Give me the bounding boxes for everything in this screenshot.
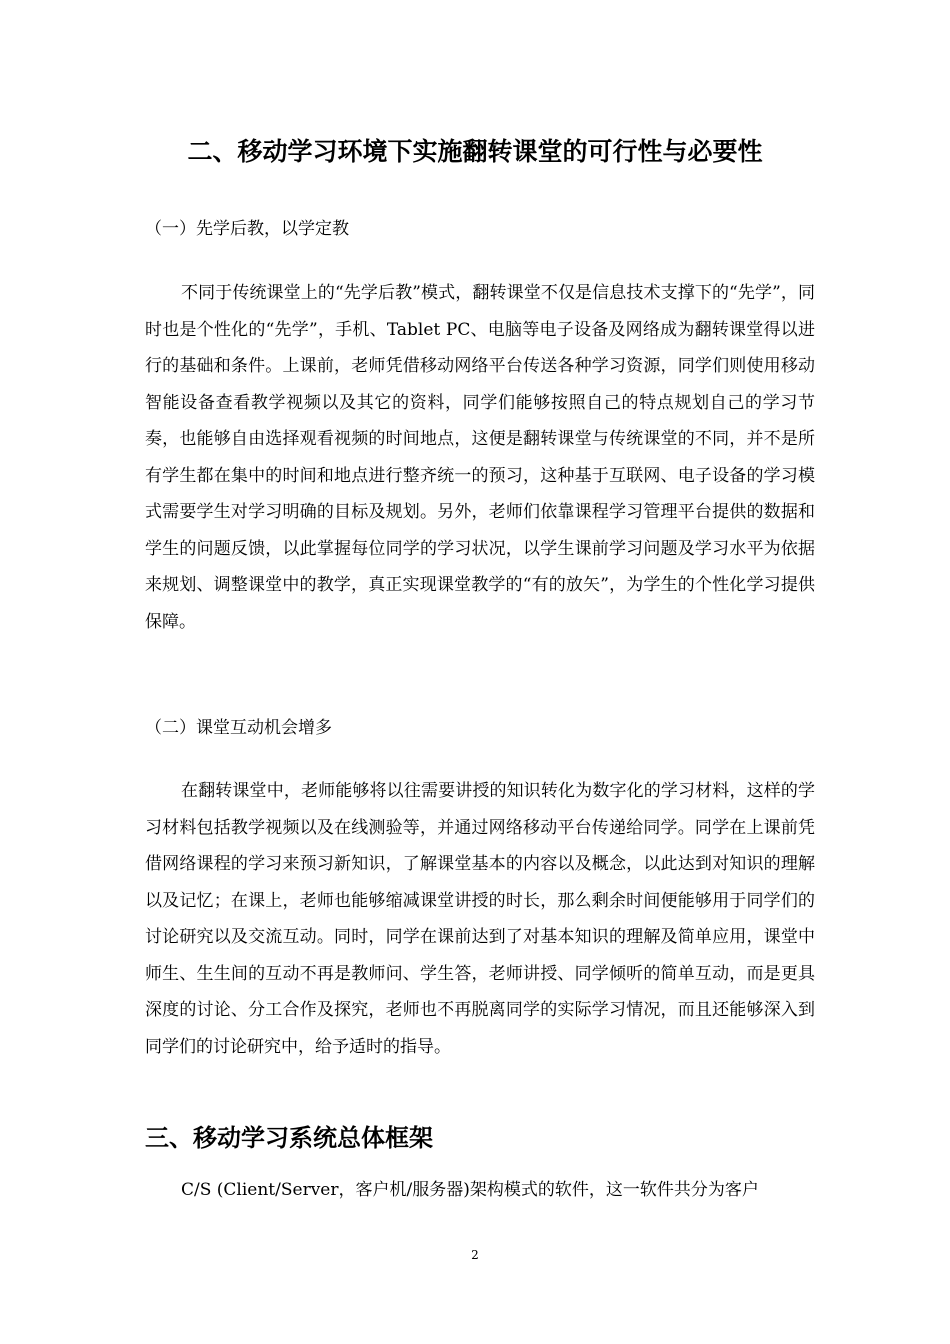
paragraph-interaction: 在翻转课堂中，老师能够将以往需要讲授的知识转化为数字化的学习材料，这样的学习材料包括教学视频以及在线测验等，并通过网络移动平台传递给同学。同学在上课前凭借网络课程的学习来预习新知识，了解课堂基本的内容以及概念，以此达到对知识的理解以及记忆；在课上，老师也能够缩减课堂讲授的时长，那么剩余时间便能够用于同学们的讨论研究以及交流互动。同时，同学在课前达到了对基本知识的理解及简单应用，课堂中师生、生生间的互动不再是教师问、学生答，老师讲授、同学倾听的简单互动，而是更具深度的讨论、分工合作及探究，老师也不再脱离同学的实际学习情况，而且还能够深入到同学们的讨论研究中，给予适时的指导。: [145, 781, 815, 1057]
page-number: 2: [471, 1248, 479, 1262]
section-heading-framework: 三、移动学习系统总体框架: [145, 1124, 433, 1152]
paragraph-learn-first: 不同于传统课堂上的“先学后教”模式，翻转课堂不仅是信息技术支撑下的“先学”，同时也是个性化的“先学”，手机、Tablet PC、电脑等电子设备及网络成为翻转课堂得以进行的基础和条件。上课前，老师凭借移动网络平台传送各种学习资源，同学们则使用移动智能设备查看教学视频以及其它的资料，同学们能够按照自己的特点规划自己的学习节奏，也能够自由选择观看视频的时间地点，这便是翻转课堂与传统课堂的不同，并不是所有学生都在集中的时间和地点进行整齐统一的预习，这种基于互联网、电子设备的学习模式需要学生对学习明确的目标及规划。另外，老师们依靠课程学习管理平台提供的数据和学生的问题反馈，以此掌握每位同学的学习状况，以学生课前学习问题及学习水平为依据来规划、调整课堂中的教学，真正实现课堂教学的“有的放矢”，为学生的个性化学习提供保障。: [145, 283, 815, 632]
subsection-heading-interaction: （二）课堂互动机会增多: [145, 718, 332, 738]
paragraph-framework: C/S (Client/Server，客户机/服务器)架构模式的软件，这一软件共分为客户: [181, 1180, 759, 1200]
section-heading-feasibility: 二、移动学习环境下实施翻转课堂的可行性与必要性: [187, 137, 763, 166]
subsection-heading-learn-first: （一）先学后教，以学定教: [145, 219, 349, 239]
